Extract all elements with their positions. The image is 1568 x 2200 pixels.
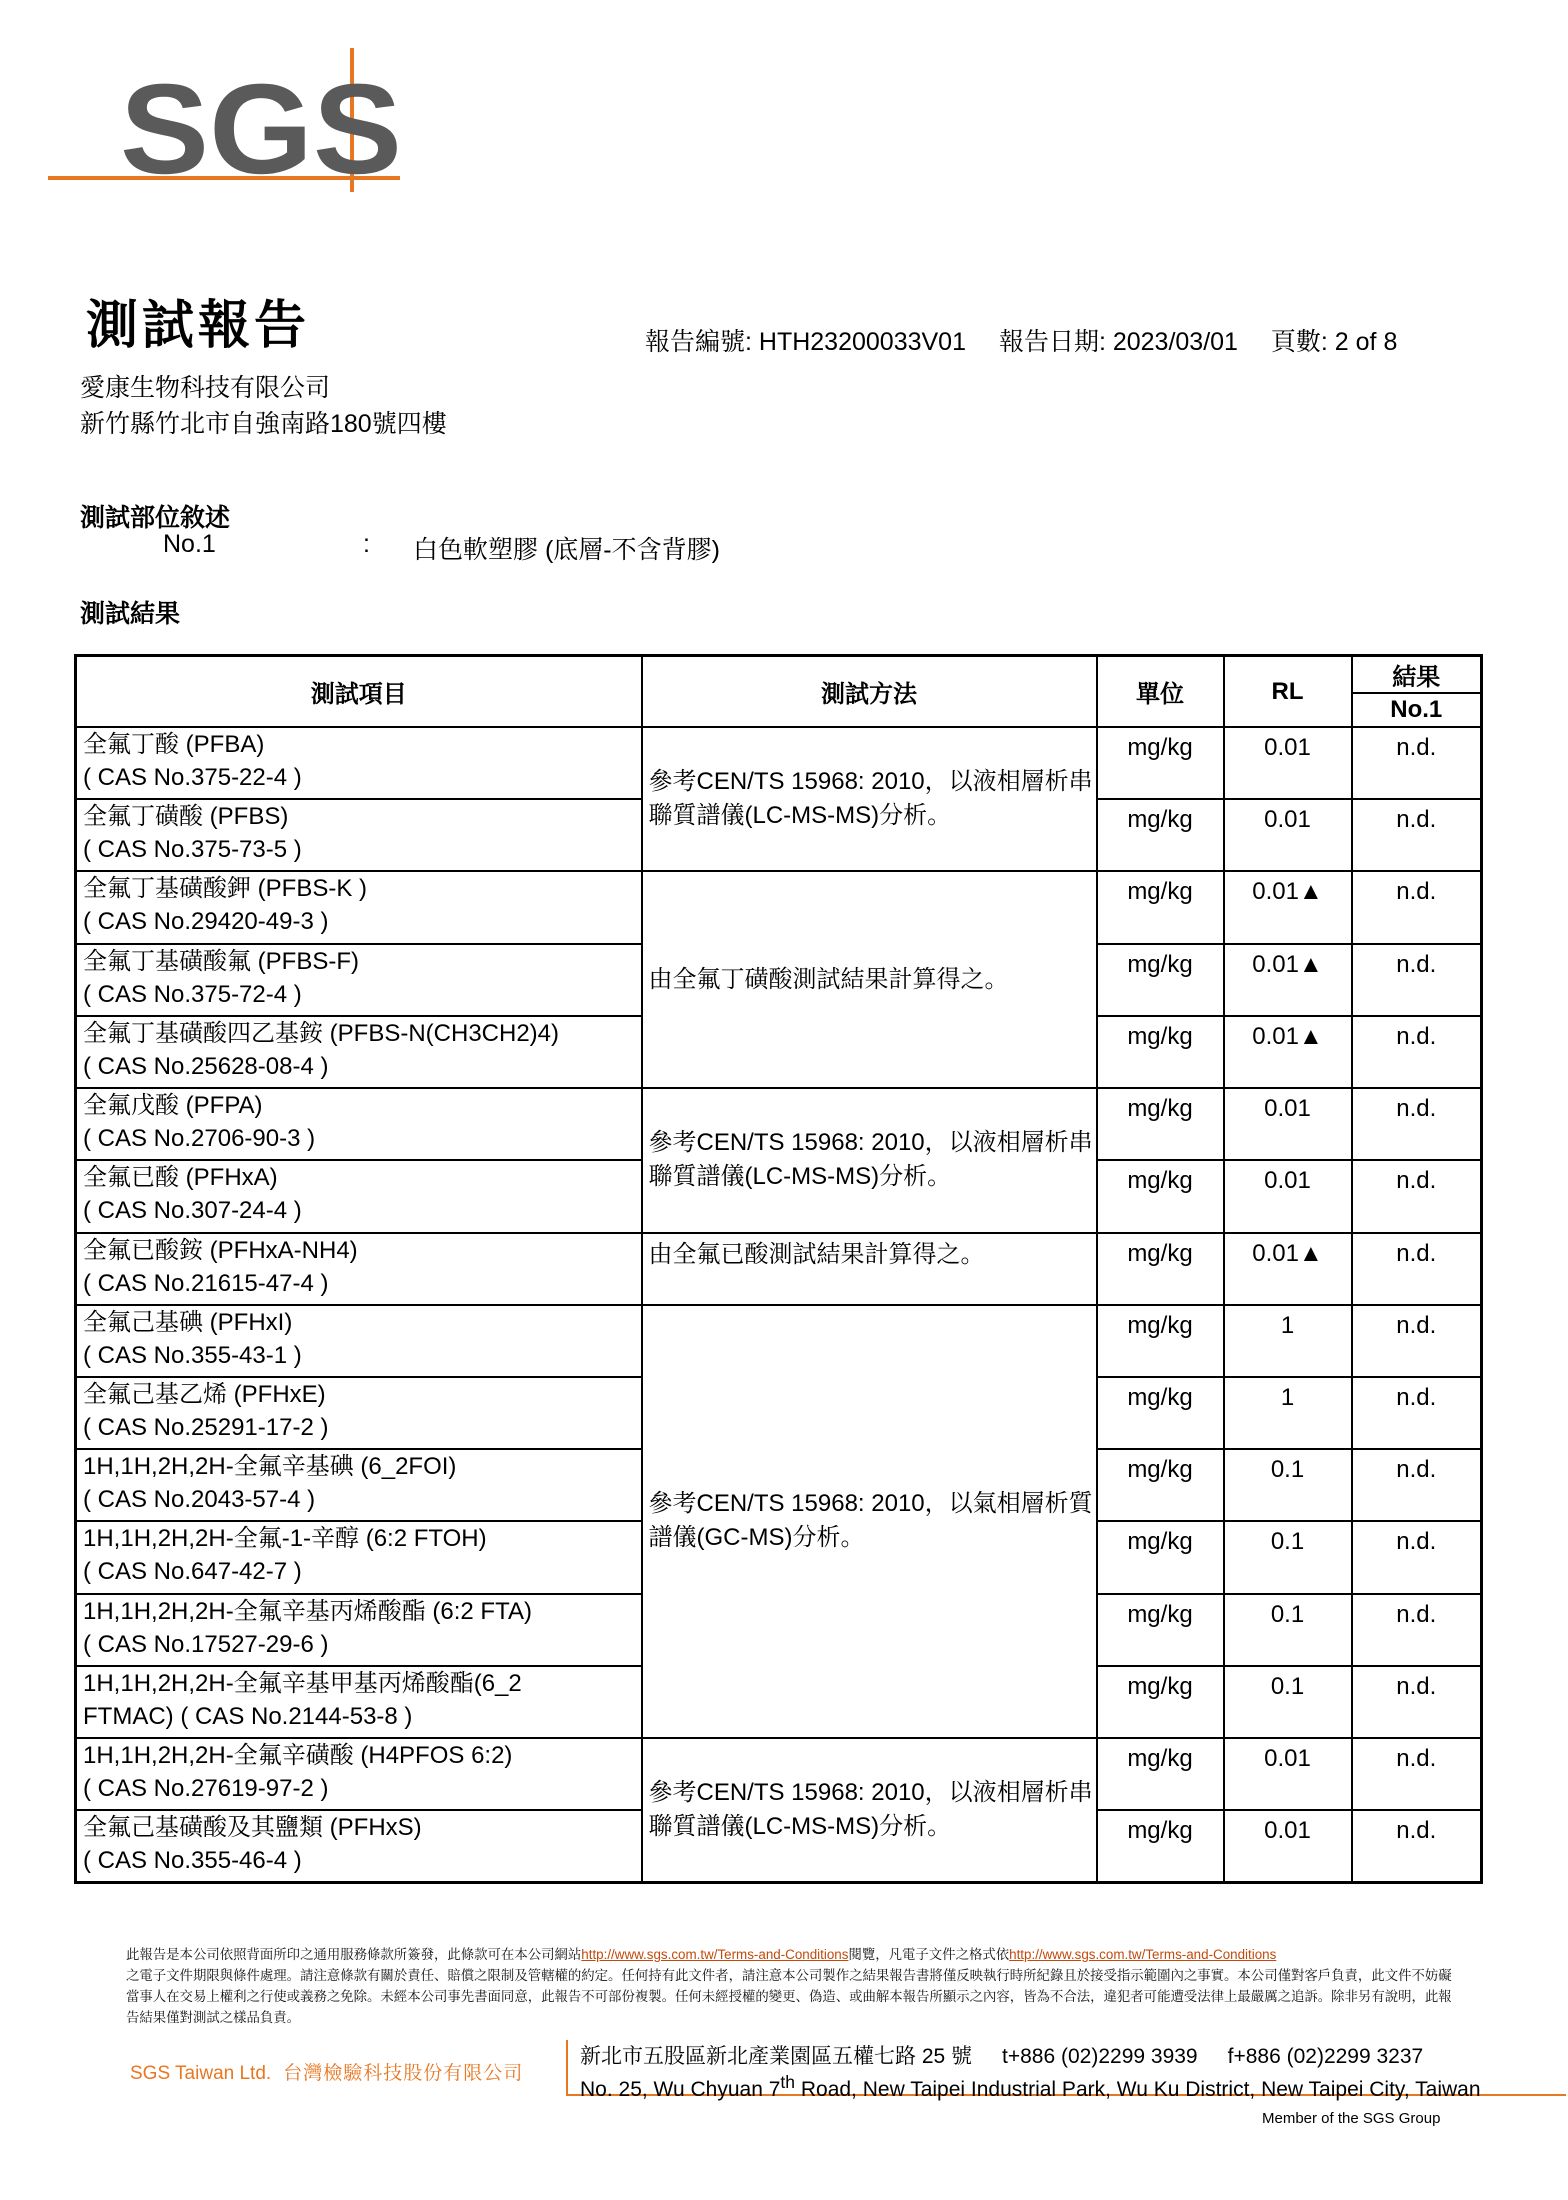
results-table (74, 654, 1483, 1884)
sample-no: No.1 (163, 530, 216, 558)
footer-address-cn (580, 2040, 1453, 2070)
item-name: 全氟己基磺酸及其鹽類 (PFHxS) (83, 1814, 422, 1842)
company-address: 新竹縣竹北市自強南路180號四樓 (80, 410, 447, 438)
unit-cell: mg/kg (1097, 1233, 1224, 1305)
rl-cell: 0.1 (1224, 1666, 1352, 1738)
item-name: 全氟己基碘 (PFHxI) (83, 1308, 293, 1336)
result-cell: n.d. (1352, 1594, 1482, 1666)
item-cas: ( CAS No.25291-17-2 ) (83, 1413, 329, 1441)
page-title: 測試報告 (86, 297, 311, 355)
sample-description: 白色軟塑膠 (底層-不含背膠) (413, 536, 720, 564)
unit-cell: mg/kg (1097, 727, 1224, 799)
table-row-item (76, 799, 642, 871)
unit-cell: mg/kg (1097, 1666, 1224, 1738)
item-cas: ( CAS No.29420-49-3 ) (83, 908, 329, 936)
sample-separator: : (363, 530, 370, 558)
unit-cell: mg/kg (1097, 1377, 1224, 1449)
result-cell: n.d. (1352, 1305, 1482, 1377)
unit-cell: mg/kg (1097, 1738, 1224, 1810)
table-row-item (76, 1521, 642, 1593)
rl-cell: 0.1 (1224, 1594, 1352, 1666)
unit-cell: mg/kg (1097, 944, 1224, 1016)
result-cell: n.d. (1352, 727, 1482, 799)
method-cell: 由全氟已酸測試結果計算得之。 (642, 1233, 1097, 1305)
method-cell: 參考CEN/TS 15968: 2010，以液相層析串聯質譜儀(LC-MS-MS)分析。 (642, 1088, 1097, 1232)
rl-cell: 0.01▲ (1224, 944, 1352, 1016)
item-name: 1H,1H,2H,2H-全氟辛基碘 (6_2FOI) (83, 1453, 457, 1481)
rl-cell: 0.01▲ (1224, 1233, 1352, 1305)
method-cell: 由全氟丁磺酸測試結果計算得之。 (642, 871, 1097, 1088)
unit-cell: mg/kg (1097, 871, 1224, 943)
rl-cell: 1 (1224, 1377, 1352, 1449)
result-cell: n.d. (1352, 871, 1482, 943)
footer-terms (126, 1944, 1456, 2028)
table-row-item (76, 1449, 642, 1521)
method-cell: 參考CEN/TS 15968: 2010，以液相層析串聯質譜儀(LC-MS-MS)分析。 (642, 727, 1097, 871)
rl-cell: 1 (1224, 1305, 1352, 1377)
unit-cell: mg/kg (1097, 1160, 1224, 1232)
rl-cell: 0.01 (1224, 1160, 1352, 1232)
method-cell: 參考CEN/TS 15968: 2010，以氣相層析質譜儀(GC-MS)分析。 (642, 1305, 1097, 1738)
sample-row (163, 530, 720, 564)
report-meta (645, 322, 1423, 358)
header-unit: 單位 (1097, 656, 1224, 728)
terms-text: 之電子文件期限與條件處理。請注意條款有關於責任、賠償之限制及管轄權的約定。任何持有此文件者，請注意本公司製作之結果報告書將僅反映執行時所紀錄且於接受指示範圍內之事實。本公司僅對客戶負責，此文件不妨礙當事人在交易上權利之行使或義務之免除。未經本公司事先書面同意，此報告不可部份複製。任何未經授權的變更、偽造、或曲解本報告所顯示之內容，皆為不合法，違犯者可能遭受法律上最嚴厲之追訴。除非另有說明，此報告結果僅對測試之樣品負責。 (126, 1968, 1452, 2025)
footer-company (130, 2058, 523, 2085)
item-cas: ( CAS No.25628-08-4 ) (83, 1052, 329, 1080)
section-sample-description: 測試部位敘述 (80, 504, 231, 532)
result-cell: n.d. (1352, 799, 1482, 871)
item-cas: ( CAS No.375-73-5 ) (83, 836, 302, 864)
result-cell: n.d. (1352, 1088, 1482, 1160)
rl-cell: 0.1 (1224, 1521, 1352, 1593)
item-cas: ( CAS No.355-46-4 ) (83, 1847, 302, 1875)
item-name: 全氟丁磺酸 (PFBS) (83, 803, 289, 831)
terms-link-2[interactable]: http://www.sgs.com.tw/Terms-and-Conditions (1009, 1947, 1277, 1962)
table-row-item (76, 1160, 642, 1232)
terms-link[interactable]: http://www.sgs.com.tw/Terms-and-Conditions (581, 1947, 849, 1962)
item-cas: FTMAC) ( CAS No.2144-53-8 ) (83, 1702, 413, 1730)
item-name: 全氟已酸銨 (PFHxA-NH4) (83, 1236, 358, 1264)
header-result: 結果 (1352, 656, 1482, 694)
table-row-item (76, 1377, 642, 1449)
company-name: 愛康生物科技有限公司 (80, 374, 331, 402)
unit-cell: mg/kg (1097, 1449, 1224, 1521)
item-name: 全氟丁基磺酸四乙基銨 (PFBS-N(CH3CH2)4) (83, 1019, 560, 1047)
section-test-results: 測試結果 (80, 600, 181, 628)
rl-cell: 0.01▲ (1224, 871, 1352, 943)
item-cas: ( CAS No.2043-57-4 ) (83, 1486, 316, 1514)
result-cell: n.d. (1352, 1160, 1482, 1232)
unit-cell: mg/kg (1097, 1305, 1224, 1377)
phone: t+886 (02)2299 3939 (1002, 2045, 1198, 2068)
table-row-item (76, 871, 642, 943)
rl-cell: 0.01▲ (1224, 1016, 1352, 1088)
result-cell: n.d. (1352, 1016, 1482, 1088)
item-cas: ( CAS No.375-22-4 ) (83, 764, 302, 791)
result-cell: n.d. (1352, 1810, 1482, 1882)
terms-text: 此報告是本公司依照背面所印之通用服務條款所簽發，此條款可在本公司網站 (126, 1947, 582, 1962)
unit-cell: mg/kg (1097, 1810, 1224, 1882)
item-name: 1H,1H,2H,2H-全氟-1-辛醇 (6:2 FTOH) (83, 1525, 487, 1553)
address-en-sup: th (780, 2072, 796, 2092)
table-row-item (76, 1666, 642, 1738)
page-count: 頁數: 2 of 8 (1270, 328, 1398, 356)
table-row-item (76, 1233, 642, 1305)
item-name: 全氟丁酸 (PFBA) (83, 731, 265, 758)
table-row-item (76, 1738, 642, 1810)
result-cell: n.d. (1352, 1738, 1482, 1810)
table-row-item (76, 1016, 642, 1088)
fax: f+886 (02)2299 3237 (1227, 2045, 1424, 2068)
table-row-item (76, 727, 642, 799)
table-row-item (76, 1810, 642, 1882)
item-cas: ( CAS No.355-43-1 ) (83, 1341, 302, 1369)
footer-divider-vertical (566, 2040, 568, 2096)
company-cn: 台灣檢驗科技股份有限公司 (283, 2063, 524, 2084)
rl-cell: 0.01 (1224, 727, 1352, 799)
method-cell: 參考CEN/TS 15968: 2010，以液相層析串聯質譜儀(LC-MS-MS)分析。 (642, 1738, 1097, 1882)
item-cas: ( CAS No.2706-90-3 ) (83, 1125, 316, 1153)
logo-text: SGS (120, 58, 402, 192)
address-en-rest: Road, New Taipei Industrial Park, Wu Ku District, New Taipei City, Taiwan (795, 2078, 1481, 2101)
item-cas: ( CAS No.307-24-4 ) (83, 1197, 302, 1225)
item-cas: ( CAS No.375-72-4 ) (83, 980, 302, 1008)
unit-cell: mg/kg (1097, 1594, 1224, 1666)
header-test-item: 測試項目 (76, 656, 642, 728)
item-name: 全氟已酸 (PFHxA) (83, 1164, 278, 1192)
table-row-item (76, 944, 642, 1016)
header-rl: RL (1224, 656, 1352, 728)
rl-cell: 0.01 (1224, 1738, 1352, 1810)
item-cas: ( CAS No.17527-29-6 ) (83, 1630, 329, 1658)
result-cell: n.d. (1352, 1449, 1482, 1521)
report-date: 報告日期: 2023/03/01 (998, 328, 1238, 356)
item-name: 全氟己基乙烯 (PFHxE) (83, 1380, 326, 1408)
terms-text: 閱覽，凡電子文件之格式依 (848, 1947, 1010, 1962)
result-cell: n.d. (1352, 944, 1482, 1016)
sgs-logo (48, 42, 408, 192)
member-of-sgs: Member of the SGS Group (1262, 2110, 1441, 2127)
table-row-item (76, 1594, 642, 1666)
unit-cell: mg/kg (1097, 1521, 1224, 1593)
unit-cell: mg/kg (1097, 1088, 1224, 1160)
company-en: SGS Taiwan Ltd. (130, 2063, 272, 2084)
item-name: 1H,1H,2H,2H-全氟辛基丙烯酸酯 (6:2 FTA) (83, 1597, 532, 1625)
address-en: No. 25, Wu Chyuan 7 (580, 2078, 781, 2101)
unit-cell: mg/kg (1097, 799, 1224, 871)
result-cell: n.d. (1352, 1521, 1482, 1593)
unit-cell: mg/kg (1097, 1016, 1224, 1088)
report-number: 報告編號: HTH23200033V01 (645, 328, 966, 356)
item-cas: ( CAS No.21615-47-4 ) (83, 1269, 329, 1297)
item-name: 全氟丁基磺酸鉀 (PFBS-K ) (83, 875, 368, 903)
result-cell: n.d. (1352, 1377, 1482, 1449)
result-cell: n.d. (1352, 1233, 1482, 1305)
rl-cell: 0.1 (1224, 1449, 1352, 1521)
rl-cell: 0.01 (1224, 1088, 1352, 1160)
item-name: 全氟戊酸 (PFPA) (83, 1092, 263, 1120)
item-name: 1H,1H,2H,2H-全氟辛磺酸 (H4PFOS 6:2) (83, 1742, 513, 1770)
footer-address-en (580, 2072, 1481, 2102)
rl-cell: 0.01 (1224, 799, 1352, 871)
header-test-method: 測試方法 (642, 656, 1097, 728)
item-name: 全氟丁基磺酸氟 (PFBS-F) (83, 947, 359, 975)
result-cell: n.d. (1352, 1666, 1482, 1738)
item-name: 1H,1H,2H,2H-全氟辛基甲基丙烯酸酯(6_2 (83, 1669, 522, 1697)
item-cas: ( CAS No.647-42-7 ) (83, 1558, 302, 1586)
rl-cell: 0.01 (1224, 1810, 1352, 1882)
header-sample-no: No.1 (1352, 693, 1482, 727)
address-cn: 新北市五股區新北產業園區五權七路 25 號 (580, 2045, 973, 2068)
table-row-item (76, 1088, 642, 1160)
item-cas: ( CAS No.27619-97-2 ) (83, 1775, 329, 1803)
table-row-item (76, 1305, 642, 1377)
